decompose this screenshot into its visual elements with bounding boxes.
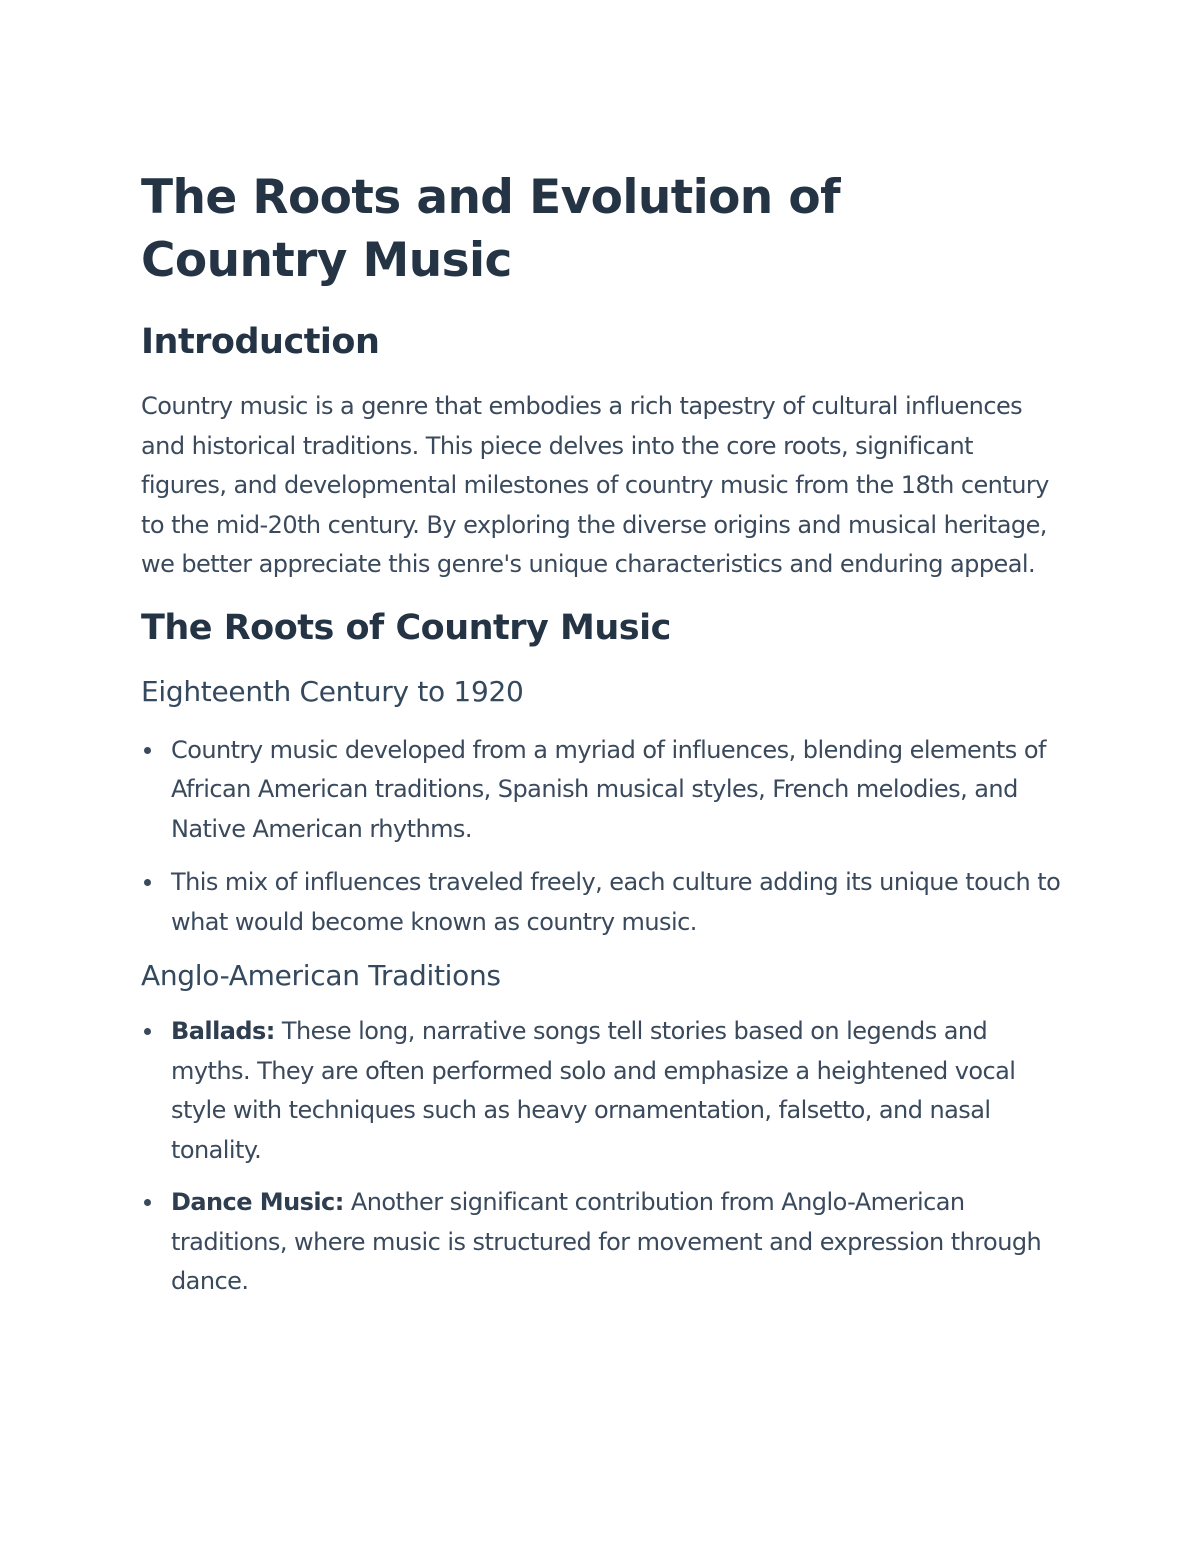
anglo-american-subheading: Anglo-American Traditions — [141, 959, 501, 992]
document-title: The Roots and Evolution of Country Music — [141, 170, 840, 288]
era-bullet-list — [141, 731, 1061, 943]
list-item — [141, 1012, 1061, 1170]
introduction-heading: Introduction — [141, 322, 380, 362]
document-page — [141, 160, 1061, 1302]
term-dance-music: Dance Music: — [171, 1188, 344, 1216]
roots-heading: The Roots of Country Music — [141, 607, 671, 648]
list-item — [141, 1183, 1061, 1302]
term-description: These long, narrative songs tell stories based on legends and myths. They are often performed solo and emphasize a heightened vocal style with techniques such as heavy ornamentation, falsetto, and nasal tonality. — [171, 1017, 1016, 1164]
era-subheading: Eighteenth Century to 1920 — [141, 674, 524, 708]
term-description: Another significant contribution from Anglo-American traditions, where music is structured for movement and expression through dance. — [171, 1188, 1042, 1295]
introduction-paragraph: Country music is a genre that embodies a rich tapestry of cultural influences and historical traditions. This piece delves into the core roots, significant figures, and developmental milestones of country music from the 18th century to the mid-20th century. By exploring the diverse origins and musical heritage, we better appreciate this genre's unique characteristics and enduring appeal. — [141, 392, 1049, 578]
anglo-american-bullet-list — [141, 1012, 1061, 1302]
term-ballads: Ballads: — [171, 1017, 275, 1045]
list-item: Country music developed from a myriad of influences, blending elements of African American traditions, Spanish musical styles, French melodies, and Native American rhythms. — [141, 731, 1061, 850]
list-item: This mix of influences traveled freely, each culture adding its unique touch to what would become known as country music. — [141, 863, 1061, 942]
